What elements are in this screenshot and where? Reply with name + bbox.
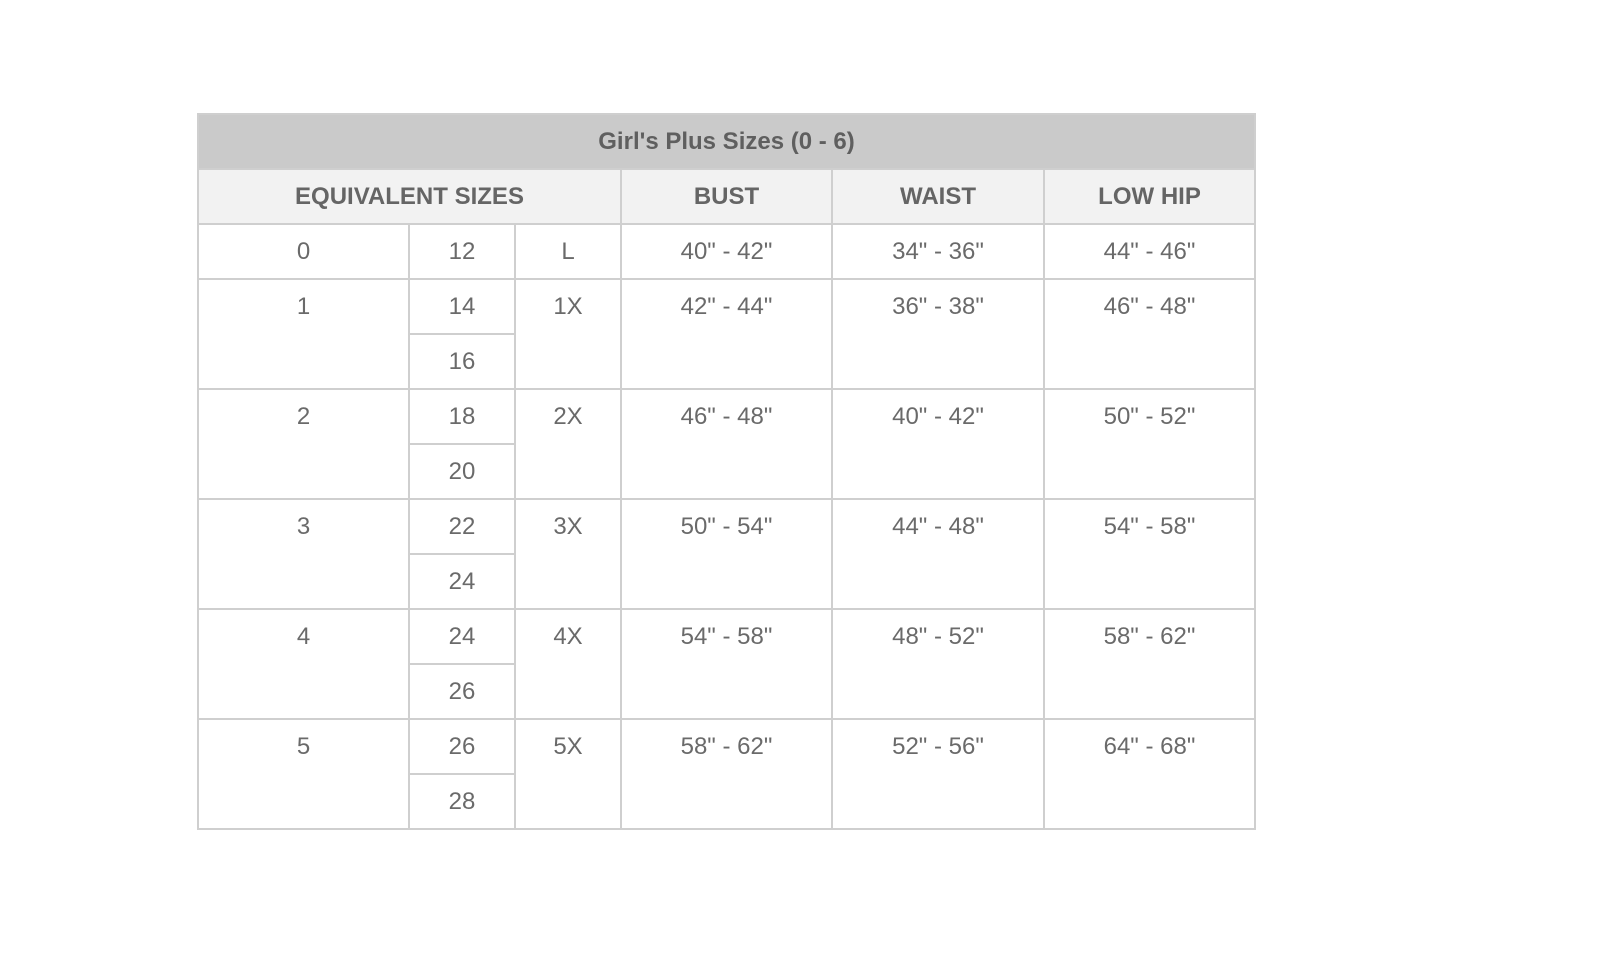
low-hip-cell: 44" - 46": [1044, 224, 1255, 279]
waist-cell: 40" - 42": [832, 389, 1044, 499]
size-chart-table: [197, 113, 1256, 830]
low-hip-cell: 64" - 68": [1044, 719, 1255, 829]
letter-size-cell: 2X: [515, 389, 621, 499]
table-title: Girl's Plus Sizes (0 - 6): [198, 114, 1255, 169]
numeric-size-cell: 24: [409, 609, 515, 664]
waist-cell: 48" - 52": [832, 609, 1044, 719]
size-cell: 5: [198, 719, 409, 829]
low-hip-cell: 58" - 62": [1044, 609, 1255, 719]
table-row: [198, 279, 1255, 334]
header-waist: WAIST: [832, 169, 1044, 224]
letter-size-cell: L: [515, 224, 621, 279]
size-cell: 0: [198, 224, 409, 279]
table-row: [198, 499, 1255, 554]
header-low-hip: LOW HIP: [1044, 169, 1255, 224]
numeric-size-cell: 28: [409, 774, 515, 829]
numeric-size-cell: 18: [409, 389, 515, 444]
bust-cell: 50" - 54": [621, 499, 832, 609]
waist-cell: 34" - 36": [832, 224, 1044, 279]
size-cell: 1: [198, 279, 409, 389]
numeric-size-cell: 16: [409, 334, 515, 389]
header-row: [198, 169, 1255, 224]
numeric-size-cell: 26: [409, 719, 515, 774]
numeric-size-cell: 22: [409, 499, 515, 554]
waist-cell: 52" - 56": [832, 719, 1044, 829]
low-hip-cell: 46" - 48": [1044, 279, 1255, 389]
letter-size-cell: 1X: [515, 279, 621, 389]
waist-cell: 36" - 38": [832, 279, 1044, 389]
waist-cell: 44" - 48": [832, 499, 1044, 609]
letter-size-cell: 3X: [515, 499, 621, 609]
numeric-size-cell: 14: [409, 279, 515, 334]
bust-cell: 46" - 48": [621, 389, 832, 499]
bust-cell: 42" - 44": [621, 279, 832, 389]
header-bust: BUST: [621, 169, 832, 224]
bust-cell: 58" - 62": [621, 719, 832, 829]
low-hip-cell: 50" - 52": [1044, 389, 1255, 499]
letter-size-cell: 4X: [515, 609, 621, 719]
table-row: [198, 224, 1255, 279]
numeric-size-cell: 26: [409, 664, 515, 719]
size-cell: 3: [198, 499, 409, 609]
table-row: [198, 609, 1255, 664]
size-cell: 4: [198, 609, 409, 719]
numeric-size-cell: 12: [409, 224, 515, 279]
table-row: [198, 719, 1255, 774]
title-row: [198, 114, 1255, 169]
letter-size-cell: 5X: [515, 719, 621, 829]
numeric-size-cell: 24: [409, 554, 515, 609]
bust-cell: 54" - 58": [621, 609, 832, 719]
low-hip-cell: 54" - 58": [1044, 499, 1255, 609]
size-cell: 2: [198, 389, 409, 499]
header-equivalent-sizes: EQUIVALENT SIZES: [198, 169, 621, 224]
numeric-size-cell: 20: [409, 444, 515, 499]
table-row: [198, 389, 1255, 444]
bust-cell: 40" - 42": [621, 224, 832, 279]
